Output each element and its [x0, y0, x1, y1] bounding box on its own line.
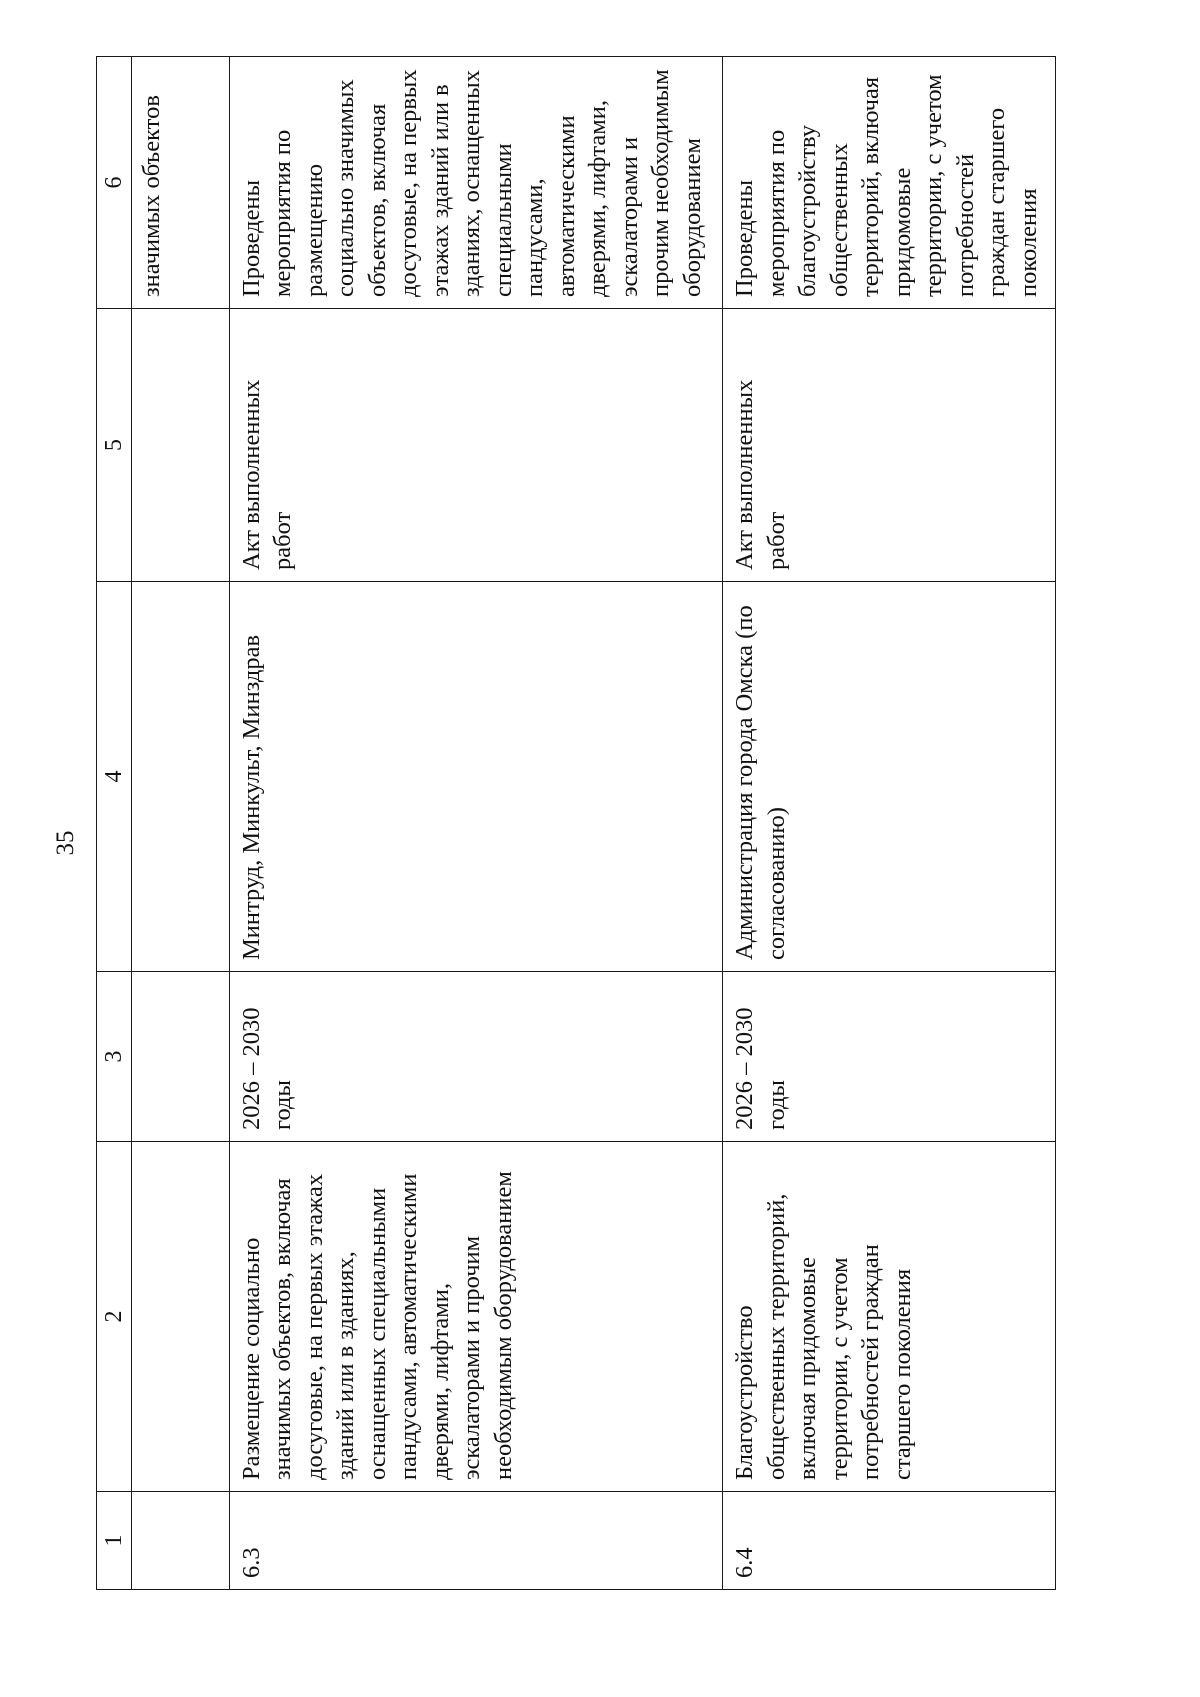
cell-period: 2026 – 2030 годы [723, 972, 1056, 1142]
cell-number: 6.4 [723, 1492, 1056, 1590]
table-rotator [96, 57, 1056, 1590]
cell-activity: Размещение социально значимых объектов, включая досуговые, на первых этажах зданий или в зданиях, оснащенных специальными пандусами, автоматическими дверями, лифтами, эскалаторами и прочим необходимым оборудованием [229, 1142, 723, 1492]
cell-result: Проведены мероприятия по благоустройству общественных территорий, включая придомовые территории, с учетом потребностей граждан старшего поколения [723, 57, 1056, 309]
cell-activity: Благоустройство общественных территорий, включая придомовые территории, с учетом потребностей граждан старшего поколения [723, 1142, 1056, 1492]
cell-responsible: Администрация города Омска (по согласованию) [723, 582, 1056, 972]
header-row [97, 57, 132, 1590]
header-col-1: 1 [97, 1492, 132, 1590]
cell-document: Акт выполненных работ [229, 309, 723, 582]
measures-table [96, 56, 1056, 1590]
continuation-row [131, 57, 229, 1590]
cell-number: 6.3 [229, 1492, 723, 1590]
continuation-cell-3 [131, 972, 229, 1142]
continuation-cell-6: значимых объектов [131, 57, 229, 309]
continuation-cell-5 [131, 309, 229, 582]
continuation-cell-1 [131, 1492, 229, 1590]
page-number: 35 [52, 830, 79, 856]
cell-responsible: Минтруд, Минкульт, Минздрав [229, 582, 723, 972]
rotated-table-area [96, 57, 1056, 1590]
header-col-6: 6 [97, 57, 132, 309]
table-row [723, 57, 1056, 1590]
header-col-3: 3 [97, 972, 132, 1142]
header-col-4: 4 [97, 582, 132, 972]
continuation-cell-4 [131, 582, 229, 972]
table-row [229, 57, 723, 1590]
header-col-2: 2 [97, 1142, 132, 1492]
cell-document: Акт выполненных работ [723, 309, 1056, 582]
cell-result: Проведены мероприятия по размещению социально значимых объектов, включая досуговые, на первых этажах зданий или в зданиях, оснащенных специальными пандусами, автоматическими дверями, лифтами, эскалаторами и прочим необходимым оборудованием [229, 57, 723, 309]
cell-period: 2026 – 2030 годы [229, 972, 723, 1142]
header-col-5: 5 [97, 309, 132, 582]
continuation-cell-2 [131, 1142, 229, 1492]
